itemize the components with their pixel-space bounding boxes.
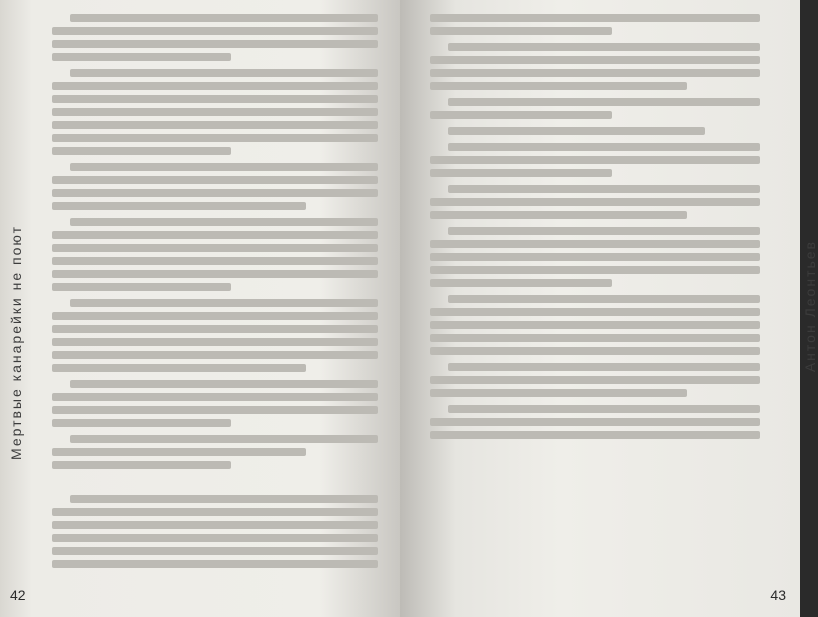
text-placeholder (430, 183, 760, 219)
right-running-head: Антон Леонтьев (802, 240, 818, 373)
text-placeholder (52, 378, 378, 427)
left-text-block (52, 12, 378, 587)
left-page (0, 0, 400, 617)
text-placeholder (430, 96, 760, 119)
right-page (400, 0, 818, 617)
left-running-head: Мертвые канарейки не поют (8, 224, 24, 460)
text-placeholder (430, 125, 760, 135)
text-placeholder (430, 41, 760, 90)
right-text-block (430, 12, 760, 587)
text-placeholder (430, 361, 760, 397)
text-placeholder (52, 161, 378, 210)
text-placeholder (430, 293, 760, 355)
right-page-number: 43 (770, 587, 786, 603)
text-placeholder (430, 225, 760, 287)
text-placeholder (430, 12, 760, 35)
text-placeholder (430, 403, 760, 439)
text-placeholder (52, 433, 378, 469)
text-placeholder (52, 297, 378, 372)
left-page-number: 42 (10, 587, 26, 603)
text-placeholder (430, 141, 760, 177)
text-placeholder (52, 216, 378, 291)
text-placeholder (52, 12, 378, 61)
text-placeholder (52, 67, 378, 155)
text-placeholder (52, 493, 378, 568)
